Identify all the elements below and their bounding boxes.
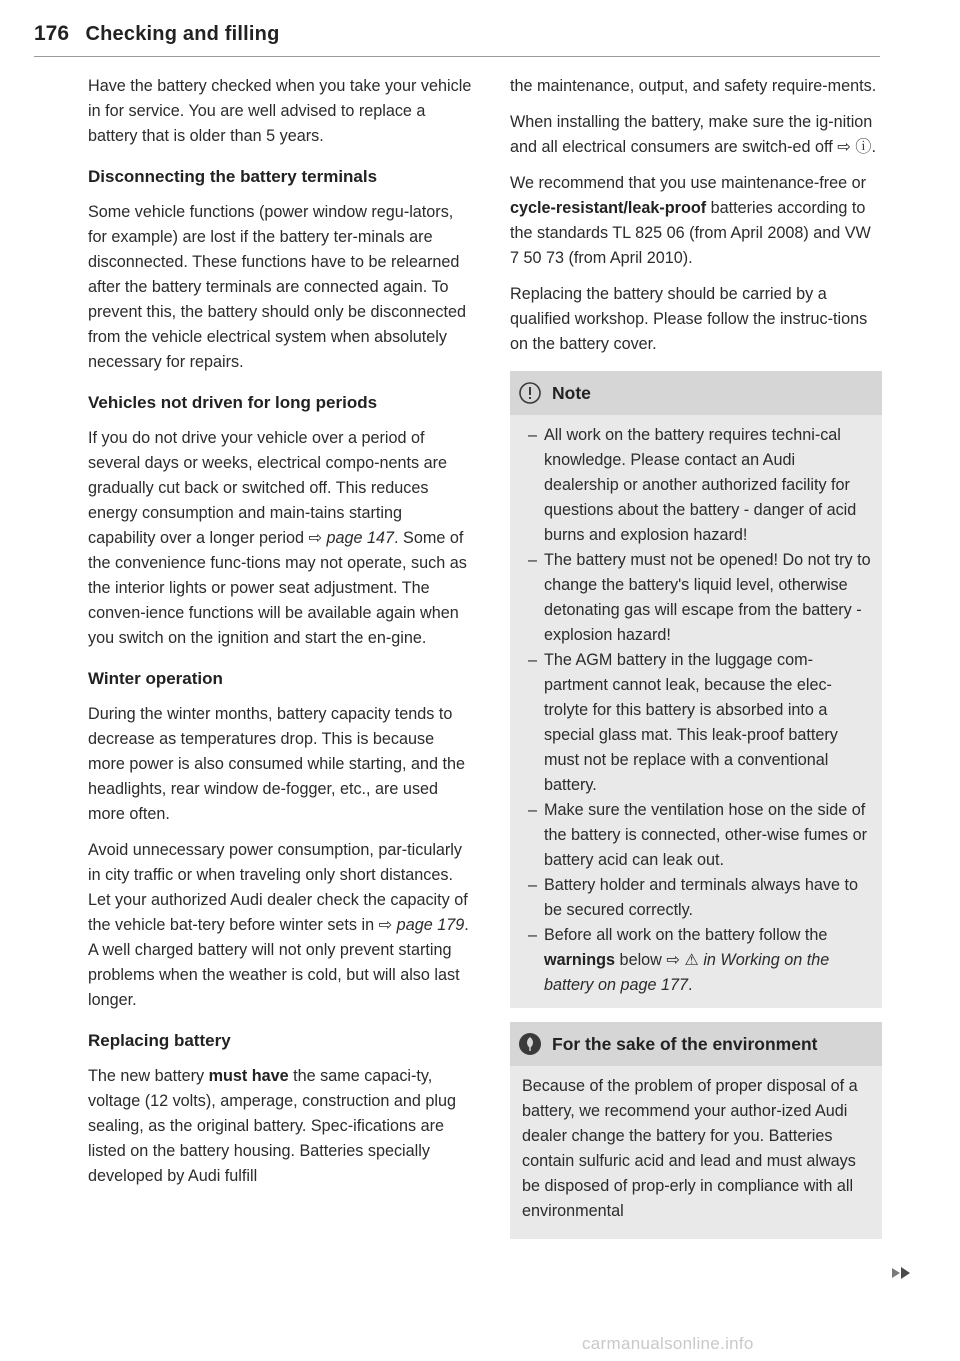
- note-item: – Before all work on the battery follow the warnings below ⇨ ⚠ in Working on the battery on page 177.: [528, 926, 830, 994]
- text-span: We recommend that you use maintenance-free or: [510, 174, 867, 192]
- page-ref-link[interactable]: ⇨ page 147: [308, 529, 395, 547]
- continued-paragraph: the maintenance, output, and safety require-ments.: [510, 77, 877, 95]
- section-title: Checking and filling: [85, 23, 280, 45]
- heading-winter: Winter operation: [88, 669, 223, 688]
- right-column: [510, 74, 882, 1239]
- text-span: . A well charged battery will not only prevent starting problems when the weather is cold, but will also last longer.: [88, 916, 469, 1009]
- winter-paragraph-2: [88, 838, 472, 1013]
- text-span: If you do not drive your vehicle over a period of several days or weeks, electrical compo-nents are gradually cut back or switched off. This reduces energy consumption and main-tains starting capability over a longer period: [88, 429, 447, 547]
- caution-circle-icon: [518, 381, 542, 405]
- winter-paragraph-1: During the winter months, battery capacity tends to decrease as temperatures drop. This is because more power is also consumed while starting, and the headlights, rear window de-fogger, etc., are used more often.: [88, 705, 465, 823]
- bold-text: must have: [208, 1067, 289, 1085]
- note-title: Note: [552, 382, 591, 403]
- note-item-text: All work on the battery requires techni-cal knowledge. Please contact an Audi dealership or another authorized facility for questions about the battery - danger of acid burns and explosion hazard!: [544, 426, 857, 544]
- text-span: .: [871, 138, 876, 156]
- warning-ref-link[interactable]: ⇨ ⚠ in Working on the battery on page 177: [544, 951, 830, 994]
- environment-box: [510, 1022, 882, 1239]
- workshop-paragraph: Replacing the battery should be carried by a qualified workshop. Please follow the instruc-tions on the battery cover.: [510, 285, 868, 353]
- note-item: – The AGM battery in the luggage com-partment cannot leak, because the elec-trolyte for this battery is absorbed into a special glass mat. This leak-proof battery must not be replace with a conventional battery.: [528, 651, 838, 794]
- text-span: When installing the battery, make sure the ig-nition and all electrical consumers are switch-ed off: [510, 113, 873, 156]
- environment-body: [510, 1066, 882, 1239]
- text-span: .: [688, 976, 693, 994]
- note-item-text: The AGM battery in the luggage com-partment cannot leak, because the elec-trolyte for this battery is absorbed into a special glass mat. This leak-proof battery must not be replace with a conventional battery.: [544, 651, 838, 794]
- environment-header: [510, 1022, 882, 1066]
- note-item: – Make sure the ventilation hose on the side of the battery is connected, other-wise fumes or battery acid can leak out.: [528, 801, 868, 869]
- heading-not-driven: Vehicles not driven for long periods: [88, 393, 378, 412]
- text-span: batteries according to the standards TL 825 06 (from April 2008) and VW 7 50 73 (from April 2010).: [510, 199, 871, 267]
- caution-ref-link[interactable]: ⇨ ⓘ: [837, 138, 872, 156]
- heading-replacing: Replacing battery: [88, 1031, 231, 1050]
- text-span: . Some of the convenience func-tions may not operate, such as the interior lights or power seat adjustment. The conven-ience functions will be available again when you switch on the ignition and start the en-gine.: [88, 529, 467, 647]
- text-span: The new battery: [88, 1067, 209, 1085]
- not-driven-paragraph: [88, 426, 472, 651]
- note-header: [510, 371, 882, 415]
- note-item-text: Battery holder and terminals always have to be secured correctly.: [544, 876, 859, 919]
- text-span: the same capaci-ty, voltage (12 volts), amperage, construction and plug sealing, as the original battery. Spec-ifications are listed on the battery housing. Batteries specially developed by Audi fulfill: [88, 1067, 457, 1185]
- heading-disconnecting: Disconnecting the battery terminals: [88, 167, 378, 186]
- replacing-paragraph: [88, 1064, 472, 1189]
- intro-paragraph: Have the battery checked when you take your vehicle in for service. You are well advised to replace a battery that is older than 5 years.: [88, 77, 472, 145]
- watermark: carmanualsonline.info: [582, 1334, 754, 1353]
- continue-arrow-icon: [892, 1266, 914, 1285]
- page-number: 176: [34, 22, 70, 45]
- text-span: Before all work on the battery follow the: [544, 926, 828, 944]
- bold-text: warnings: [544, 951, 616, 969]
- note-body: [510, 415, 882, 1008]
- note-list: [522, 423, 872, 998]
- note-box: [510, 371, 882, 1008]
- bold-text: cycle-resistant/leak-proof: [510, 199, 707, 217]
- note-item: – The battery must not be opened! Do not try to change the battery's liquid level, otherwise detonating gas will escape from the battery - explosion hazard!: [528, 551, 871, 644]
- environment-paragraph: Because of the problem of proper disposal of a battery, we recommend your author-ized Audi dealer change the battery for you. Batteries contain sulfuric acid and lead and must always be disposed of prop-erly in compliance with all environmental: [522, 1077, 858, 1220]
- text-span: below: [615, 951, 667, 969]
- page-ref-link[interactable]: ⇨ page 179: [378, 916, 465, 934]
- text-span: Avoid unnecessary power consumption, par-ticularly in city traffic or when traveling only short distances. Let your authorized Audi dealer check the capacity of the vehicle bat-tery before winter sets in: [88, 841, 468, 934]
- environment-title: For the sake of the environment: [552, 1033, 818, 1054]
- note-item-text: The battery must not be opened! Do not try to change the battery's liquid level, otherwise detonating gas will escape from the battery - explosion hazard!: [544, 551, 871, 644]
- note-item: – Battery holder and terminals always have to be secured correctly.: [528, 876, 859, 919]
- environment-leaf-icon: [518, 1032, 542, 1056]
- note-item-text: Make sure the ventilation hose on the side of the battery is connected, other-wise fumes or battery acid can leak out.: [544, 801, 868, 869]
- recommend-paragraph: [510, 171, 882, 271]
- page-header: [34, 22, 880, 57]
- disconnect-paragraph: Some vehicle functions (power window regu-lators, for example) are lost if the battery ter-minals are disconnected. These functions have to be relearned after the battery terminals are connected again. To prevent this, the battery should only be disconnected from the vehicle electrical system when absolutely necessary for repairs.: [88, 203, 466, 371]
- note-item: – All work on the battery requires techni-cal knowledge. Please contact an Audi dealership or another authorized facility for questions about the battery - danger of acid burns and explosion hazard!: [528, 426, 857, 544]
- left-column: [88, 74, 472, 1200]
- install-paragraph: [510, 110, 882, 160]
